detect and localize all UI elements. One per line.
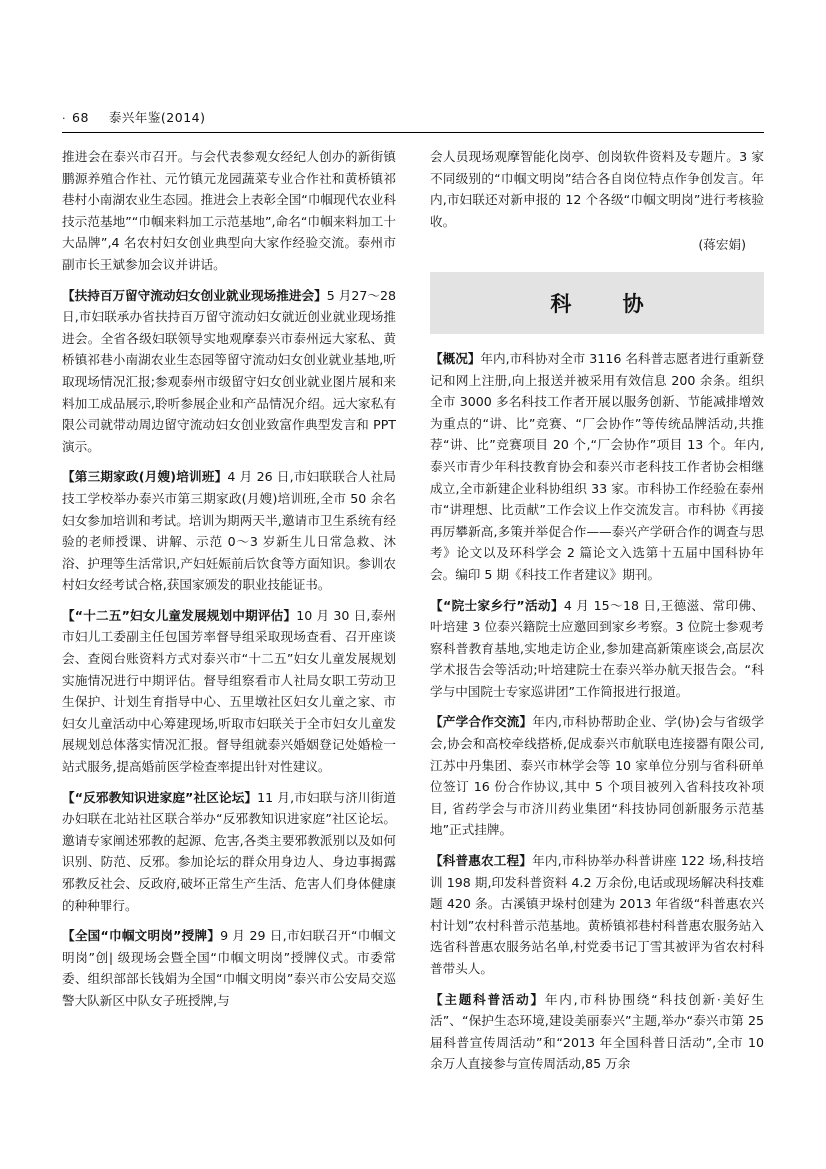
entry-women-entrepreneurship-meeting (62, 285, 396, 458)
entry-title: 【产学合作交流】 (430, 714, 533, 730)
entry-science-popularization-project (430, 850, 764, 980)
entry-body: 9 月 29 日,市妇联召开“巾帼文明岗”创| 级现场会暨全国“巾帼文明岗”授牌仪式。市委常委、组织部部长钱娟为全国“巾帼文明岗”泰兴市公安局交巡警大队新区中队女子班授牌,与 (62, 928, 396, 1008)
book-title: 泰兴年鉴(2014) (108, 110, 206, 125)
entry-title: 【全国“巾帼文明岗”授牌】 (62, 928, 221, 944)
entry-title: 【扶持百万留守流动妇女创业就业现场推进会】 (62, 287, 327, 303)
left-column (62, 146, 396, 1106)
entry-title: 【科普惠农工程】 (430, 853, 533, 869)
entry-body: 10 月 30 日,泰州市妇儿工委副主任包国芳率督导组采取现场查看、召开座谈会、查阅台账资料方式对泰兴市“十二五”妇女儿童发展规划实施情况进行中期评估。督导组察看市人社局女职工劳动卫生保护、计划生育指导中心、五里墩社区妇女儿童之家、市妇女儿童活动中心筹建现场,听取市妇联关于全市妇女儿童发展规划总体落实情况汇报。督导组就泰兴婚姻登记处婚检一站式服务,提高婚前医学检查率提出针对性建议。 (62, 607, 396, 775)
paragraph-text: 推进会在泰兴市召开。与会代表参观女经纪人创办的新街镇鹏源养殖合作社、元竹镇元龙园蔬菜专业合作社和黄桥镇祁巷村小南湖农业生态园。推进会上表彰全国“巾帼现代农业科技示范基地”“巾帼来料加工示范基地”,命名“巾帼来料加工十大品牌”,4 名农村妇女创业典型向大家作经验交流。泰州市副市长王斌参加会议并讲话。 (62, 149, 396, 272)
entry-title: 【“十二五”妇女儿童发展规划中期评估】 (62, 607, 297, 623)
entry-body: 年内,市科协举办科普讲座 122 场,科技培训 198 期,印发科普资料 4.2 万余份,电话或现场解决科技难题 420 条。古溪镇尹垛村创建为 2013 年省级“科普惠农兴村计划”农村科普示范基地。黄桥镇祁巷村科普惠农服务站入选省科普惠农服务站名单,村党委书记丁雪其被评为省农村科普带头人。 (430, 853, 764, 976)
page-number: 68 (72, 110, 89, 125)
entry-twelfth-five-year-plan-evaluation (62, 605, 396, 778)
section-title-keji-xiehui: 科 协 (550, 290, 666, 316)
header-divider (62, 132, 764, 133)
entry-title: 【“反邪教知识进家庭”社区论坛】 (62, 789, 258, 805)
entry-body: 4 月 26 日,市妇联联合人社局技工学校举办泰兴市第三期家政(月嫂)培训班,全市 50 余名妇女参加培训和考试。培训为期两天半,邀请市卫生系统有经验的老师授课、讲解、示范 0～3 岁新生儿日常急救、沐浴、护理等生活常识,产妇妊娠前后饮食等方面知识。参训农村妇女经考试合格,获国家颁发的职业技能证书。 (62, 469, 396, 593)
entry-title: 【第三期家政(月嫂)培训班】 (62, 469, 228, 485)
page-columns (62, 146, 764, 1106)
page-header (62, 112, 764, 125)
entry-industry-academia-cooperation (430, 711, 764, 841)
entry-title: 【概况】 (430, 350, 481, 366)
paragraph-continuation (62, 146, 396, 276)
entry-title: 【主题科普活动】 (430, 991, 545, 1007)
entry-body: 年内,市科协对全市 3116 名科普志愿者进行重新登记和网上注册,向上报送并被采用有效信息 200 余条。组织全市 3000 多名科技工作者开展以服务创新、节能减排增效为重点的“讲、比”竞赛、“厂会协作”等传统品牌活动,共推荐“讲、比”竞赛项目 20 个,“厂会协作”项目 13 个。年内,泰兴市青少年科技教育协会和泰兴市老科技工作者协会相继成立,全市新建企业科协组织 33 家。市科协工作经验在泰州市“讲理想、比贡献”工作会议上作交流发言。市科协《再接再厉攀新高,多策并举促合作——泰兴产学研合作的调查与思考》论文以及环科学会 2 篇论文入选第十五届中国科协年会。编印 5 期《科技工作者建议》期刊。 (430, 350, 764, 582)
entry-body: 5 月27～28 日,市妇联承办省扶持百万留守流动妇女就近创业就业现场推进会。全省各级妇联领导实地观摩泰兴市泰州远大家私、黄桥镇祁巷小南湖农业生态园等留守流动妇女创业就业基地,听取现场情况汇报;参观泰州市级留守妇女创业就业图片展和来料加工成品展示,聆听参展企业和产品情况介绍。远大家私有限公司就带动周边留守流动妇女创业致富作典型发言和 PPT 演示。 (62, 287, 396, 454)
entry-academician-hometown-visit (430, 595, 764, 703)
entry-national-women-civilized-post (62, 925, 396, 1011)
paragraph-continuation-right (430, 146, 764, 232)
entry-housekeeping-training (62, 466, 396, 596)
entry-body: 4 月 15～18 日,王德滋、常印佛、叶培建 3 位泰兴籍院士应邀回到家乡考察。3 位院士参观考察科普教育基地,实地走访企业,参加建高新策座谈会,高层次学术报告会等活动;叶培建院士在泰兴举办航天报告会。“科学与中国院士专家巡讲团”工作简报进行报道。 (430, 597, 765, 699)
entry-title: 【“院士家乡行”活动】 (430, 597, 564, 613)
entry-anti-cult-community-forum (62, 787, 396, 917)
entry-overview (430, 348, 764, 586)
entry-body: 11 月,市妇联与济川街道办妇联在北站社区联合举办“反邪教知识进家庭”社区论坛。邀请专家阐述邪教的起源、危害,各类主要邪教派别以及如何识别、防范、反邪。参加论坛的群众用身边人、身边事揭露邪教反社会、反政府,破坏正常生产生活、危害人们身体健康的种种罪行。 (62, 789, 396, 913)
paragraph-text: 会人员现场观摩智能化岗亭、创岗软件资料及专题片。3 家不同级别的“巾帼文明岗”结合各自岗位特点作争创发言。年内,市妇联还对新申报的 12 个各级“巾帼文明岗”进行考核验收。 (430, 149, 764, 229)
right-column (430, 146, 764, 1106)
header-bullet: · (62, 112, 66, 125)
author-signature: (蒋宏娟) (698, 237, 746, 253)
section-banner (430, 272, 764, 334)
entry-theme-science-activities (430, 989, 764, 1075)
entry-body: 年内,市科协帮助企业、学(协)会与省级学会,协会和高校牵线搭桥,促成泰兴市航联电连接器有限公司,江苏中丹集团、泰兴市林学会等 10 家单位分别与省科研单位签订 16 份合作协议,其中 5 个项目被列入省科技攻补项目, 省药学会与市济川药业集团“科技协同创新服务示范基地”正式挂牌。 (430, 714, 764, 838)
entry-body: 年内,市科协围绕“科技创新·美好生活”、“保护生态环境,建设美丽泰兴”主题,举办“泰兴市第 25 届科普宣传周活动”和“2013 年全国科普日活动”,全市 10 余万人直接参与宣传周活动,85 万余 (430, 991, 765, 1072)
